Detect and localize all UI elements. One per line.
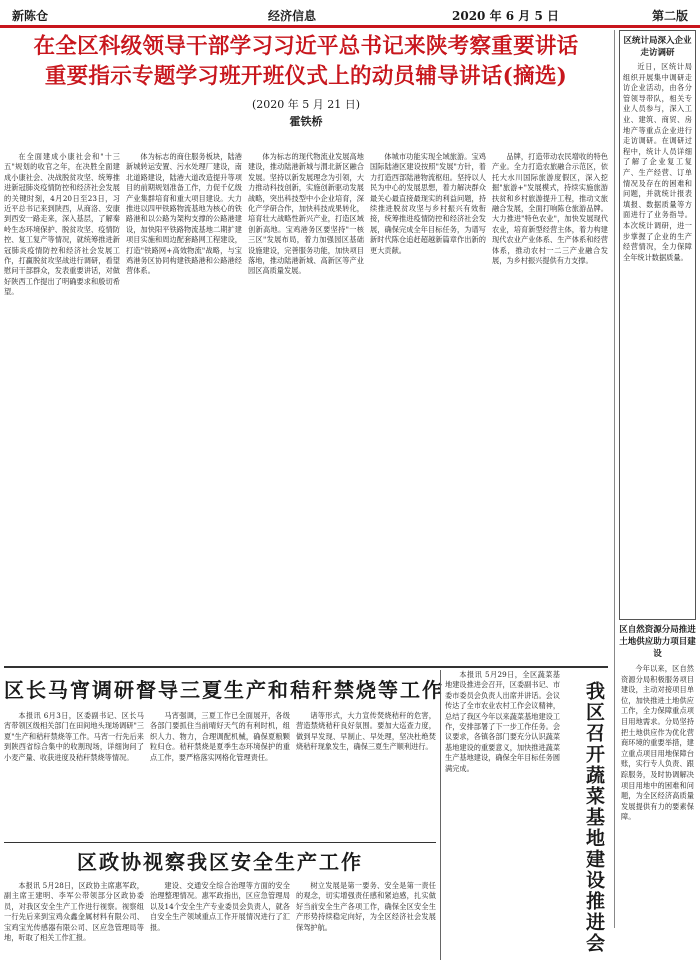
article-paragraph: 本报讯 6月3日，区委副书记、区长马宵带领区级相关部门在田间地头现场调研"三夏"生产和秸秆禁烧等工作。马宵一行先后来到陕西省综合集中的收割现场，详细询问了小麦产量、收获进度及秸秆禁烧等情况。 — [4, 711, 144, 762]
section-divider — [4, 666, 608, 668]
lead-column — [492, 152, 608, 664]
article-column — [150, 881, 290, 967]
masthead-rule — [0, 25, 700, 28]
article-paragraph: 本报讯 5月28日，区政协主席惠军政，副主席王建明、李军公带领部分区政协委员，对我区安全生产工作进行视察。视察组一行先后来到宝鸡众鑫金属材料有限公司、宝鸡宝光传感器有限公司、区应急管理局等地，听取了相关工作汇报。 — [4, 881, 144, 943]
article-paragraph: 建设、交通安全综合治理等方面的安全治理整理情况。惠军政指出，区应急管理局以及14个安全生产专业委员会负责人，就各自安全生产领域重点工作开展情况进行了汇报。 — [150, 881, 290, 932]
sidebar — [614, 30, 696, 928]
article-paragraph: 马宵强调，三夏工作已全面展开，各级各部门要抓住当前晴好天气的有利时机，组织人力、物力，合理调配机械，确保夏粮颗粒归仓。秸秆禁烧是夏季生态环境保护的重点工作，要严格落实网格化管理责任。 — [150, 711, 290, 762]
sidebar-paragraph: 近日，区统计局组织开展集中调研走访企业活动，由各分管领导带队，相关专业人员参与，深入工业、建筑、商贸、房地产等重点企业进行走访调研。在调研过程中，统计人员详细了解了企业复工复产、生产经营、订单情况及存在的困难和问题，并就统计报表填报、数据质量等方面进行了业务指导。本次统计调研，进一步掌握了企业的生产经营情况，全力保障全年统计数据质量。 — [623, 62, 692, 262]
article-column — [296, 881, 436, 967]
lead-column — [4, 152, 120, 664]
lead-column — [370, 152, 486, 664]
masthead — [12, 6, 688, 24]
lead-paragraph: 体为标志的现代物流业发展高地建设，推动陆港新城与渭北新区融合发展。坚持以新发展理念为引领，大力推动科技创新，实施创新驱动发展战略，突出科技型中小企业培育，深化产学研合作，加快科技成果转化，培育壮大战略性新兴产业，打造区域创新高地。宝鸡港务区要坚持"一核三区"发展布局，着力加强园区基础设施建设，完善服务功能，加快项目落地，推动陆港新城、高新区等产业园区高质量发展。 — [248, 152, 364, 276]
sidebar-box2-title: 区自然资源分局推进土地供应助力项目建设 — [619, 625, 696, 659]
paper-name: 新陈仓 — [12, 8, 49, 23]
article-vegetable-title: 我区召开蔬菜基地建设推进会 — [583, 680, 605, 954]
article-safety-title: 区政协视察我区安全生产工作 — [77, 850, 363, 874]
article-column — [296, 711, 436, 829]
article-paragraph: 诸等形式，大力宣传焚烧秸秆的危害，营造禁烧秸秆良好氛围。要加大巡查力度，做到早发现、早制止、早处理，坚决杜绝焚烧秸秆现象发生，确保三夏生产顺利进行。 — [296, 711, 436, 752]
article-safety — [4, 846, 436, 960]
issue-date: 2020 年 6 月 5 日 — [452, 8, 559, 23]
article-paragraph: 本报讯 5月29日，全区蔬菜基地建设推进会召开，区委副书记、市委市委员会负责人出席并讲话。会议传达了全市农业农村工作会议精神，总结了我区今年以来蔬菜基地建设工作，安排部署了下一步工作任务。会议要求，各镇各部门要充分认识蔬菜基地建设的重要意义，加快推进蔬菜生产基地建设，确保全年目标任务圆满完成。 — [445, 670, 561, 773]
lead-paragraph: 体城市功能实现全域旅游。宝鸡国际陆港区建设按照"发展"方针，着力打造西部陆港物流枢纽。坚持以人民为中心的发展思想，着力解决群众最关心最直接最现实的利益问题，持续推进脱贫攻坚与乡村振兴有效衔接，统筹推进疫情防控和经济社会发展，确保完成全年目标任务，为谱写新时代陈仓追赶超越新篇章作出新的更大贡献。 — [370, 152, 486, 255]
sidebar-paragraph: 今年以来，区自然资源分局积极服务项目建设，主动对接项目单位，加快推进土地供应工作，全力保障重点项目用地需求。分局坚持把土地供应作为优化营商环境的重要举措，建立重点项目用地保障台账，实行专人负责、跟踪服务，及时协调解决项目用地中的困难和问题，为全区经济高质量发展提供有力的要素保障。 — [621, 664, 694, 822]
section-divider — [4, 842, 436, 843]
lead-column — [248, 152, 364, 664]
lead-headline-1: 在全区科级领导干部学习习近平总书记来陕考察重要讲话 — [33, 34, 579, 59]
article-column — [4, 711, 144, 829]
sidebar-box-text — [623, 62, 692, 622]
sidebar-box-land — [619, 664, 696, 934]
article-column — [150, 711, 290, 829]
lead-paragraph: 在全面建成小康社会和"十三五"规划的收官之年，在决胜全面建成小康社会、决战脱贫攻坚、统筹推进新冠肺炎疫情防控和经济社会发展的关键时刻，4月20日至23日，习近平总书记来到陕西，从商洛、安康到西安一路走来，深入基层，了解秦岭生态环境保护、脱贫攻坚、疫情防控、复工复产等情况，就统筹推进新冠肺炎疫情防控和经济社会发展工作，打赢脱贫攻坚战进行调研，看望慰问干部群众，发表重要讲话，对做好陕西工作提出了明确要求和殷切希望。 — [4, 152, 120, 297]
lead-paragraph: 体为标志的商住服务板块，陆港新城转运安置、污水处理厂建设，南北道路建设，陆港大道改造提升等项目的前期规划准备工作，力促千亿级产业集群培育和重大项目建设。大力推进以四甲铁路物流基地为核心的铁路港和以公路为架构支撑的公路港建设，加快阳平铁路物流基地二期扩建项目实施和周边配套路网工程建设，打造"铁路网+高效物流"战略，与宝鸡港务区协同构建铁路港和公路港经营体系。 — [126, 152, 242, 276]
article-vegetable — [440, 670, 608, 960]
section-name: 经济信息 — [268, 8, 317, 23]
lead-paragraph: 品牌，打造带动农民增收的特色产业。全力打造农旅融合示范区，依托大水川国际旅游度假区，深入挖掘"旅游+"发展模式，持续实施旅游扶贫和乡村旅游提升工程，推动文旅融合发展，全面打响陈仓旅游品牌。大力推进"特色农业"，加快发展现代农业，培育新型经营主体，着力构建现代农业产业体系、生产体系和经营体系，推动农村一二三产业融合发展，为乡村振兴提供有力支撑。 — [492, 152, 608, 266]
lead-headline-2: 重要指示专题学习班开班仪式上的动员辅导讲话(摘选) — [44, 64, 568, 89]
main-area — [4, 30, 608, 954]
article-sanxia — [4, 670, 444, 840]
article-column — [445, 670, 560, 960]
article-sanxia-title: 区长马宵调研督导三夏生产和秸秆禁烧等工作 — [4, 678, 444, 702]
article-column — [4, 881, 144, 967]
lead-author: 霍铁桥 — [289, 115, 323, 128]
sidebar-box-text — [621, 664, 694, 934]
sidebar-box-title: 区统计局深入企业走访调研 — [623, 36, 692, 58]
lead-date-line: (2020 年 5 月 21 日) — [251, 98, 361, 111]
lead-column — [126, 152, 242, 664]
lead-body — [4, 152, 608, 664]
sidebar-box-statistics — [619, 30, 696, 620]
page-number: 第二版 — [651, 8, 688, 23]
article-paragraph: 树立发展是第一要务、安全是第一责任的观念，切实增强责任感和紧迫感，扎实做好当前安全生产各项工作，确保全区安全生产形势持续稳定向好，为全区经济社会发展保驾护航。 — [296, 881, 436, 932]
